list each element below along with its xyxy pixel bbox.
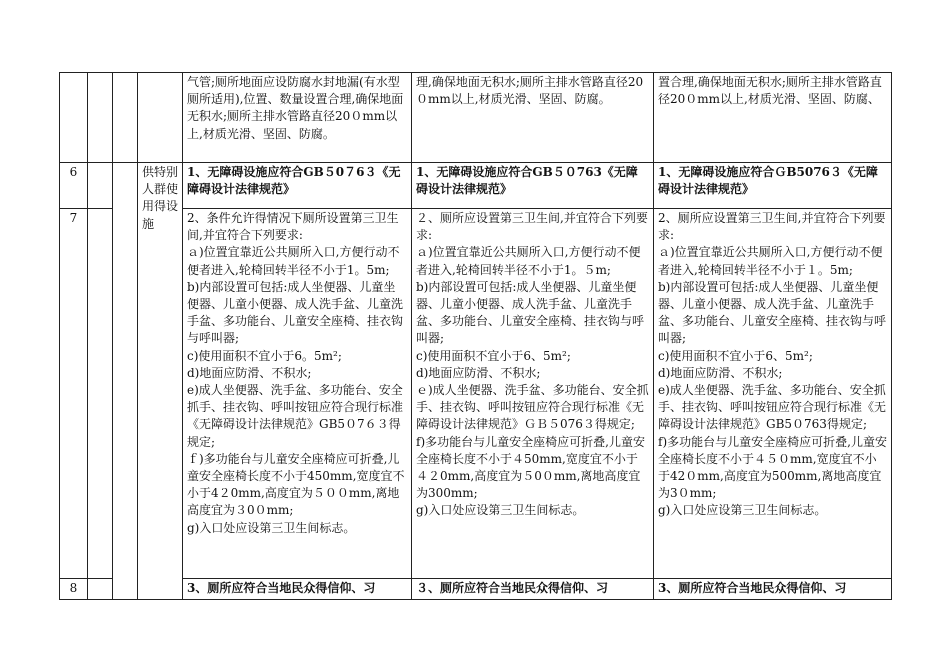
cell-text: 1、无障碍设施应符合GB５0７6３《无障碍设计法律规范》 [187, 165, 401, 197]
cell-text: 3、厕所应符合当地民众得信仰、习 [187, 581, 376, 595]
column-1-cell [183, 73, 412, 163]
cell-text: d)地面应防滑、不积水; [416, 365, 541, 380]
cell-text: f)多功能台与儿童安全座椅应可折叠,儿童安全座椅长度不小于４５０mm,宽度宜不小于42０mm,高度宜为500mm,离地高度宜为3０mm; [658, 434, 887, 501]
column-3-cell [654, 209, 892, 579]
cell-text: g)入口处应设第三卫生间标志。 [416, 503, 585, 518]
category-label: 供特别人群使用得设施 [142, 165, 179, 231]
cell-text: g)入口处应设第三卫生间标志。 [658, 503, 827, 518]
column-2-cell [412, 163, 654, 209]
row-number: 6 [60, 163, 88, 209]
column-1-cell [183, 579, 412, 600]
blank-cell [113, 163, 138, 600]
category-cell [138, 73, 183, 163]
row-number: 7 [60, 209, 88, 579]
cell-text: c)使用面积不宜小于6、5m²; [658, 348, 813, 363]
cell-text: c)使用面积不宜小于6、5m²; [416, 348, 571, 363]
column-1-cell [183, 163, 412, 209]
cell-text: ３、厕所应符合当地民众得信仰、习 [416, 581, 609, 595]
column-1-cell [183, 209, 412, 579]
blank-cell [88, 73, 113, 163]
row-number-cell [60, 73, 88, 163]
cell-text: 1、无障碍设施应符合GB５０763《无障碍设计法律规范》 [416, 165, 638, 197]
cell-text: 置合理,确保地面无积水;厕所主排水管路直径20０mm以上,材质光滑、坚固、防腐、 [658, 75, 882, 107]
cell-text: d)地面应防滑、不积水; [187, 365, 312, 380]
cell-text: ａ)位置宜靠近公共厕所入口,方便行动不便者进入,轮椅回转半径不小于1。5m; [187, 245, 400, 277]
cell-text: 理,确保地面无积水;厕所主排水管路直径20０mm以上,材质光滑、坚固、防腐。 [416, 75, 644, 107]
column-2-cell [412, 579, 654, 600]
blank-cell [88, 209, 113, 579]
column-2-cell [412, 73, 654, 163]
cell-text: 3、厕所应符合当地民众得信仰、习 [658, 581, 847, 595]
cell-text: 2、条件允许得情况下厕所设置第三卫生间,并宜符合下列要求: [187, 211, 399, 243]
cell-text: b)内部设置可包括:成人坐便器、儿童坐便器、儿童小便器、成人洗手盆、儿童洗手盆、多功能台、儿童安全座椅、挂衣钩与呼叫器; [658, 279, 887, 346]
cell-text: f)多功能台与儿童安全座椅应可折叠,儿童安全座椅长度不小于４50mm,宽度宜不小于４２0mm,高度宜为５0０mm,离地高度宜为300mm; [416, 434, 645, 501]
cell-text: 气管;厕所地面应设防腐水封地漏(有水型厕所适用),位置、数量设置合理,确保地面无积水;厕所主排水管路直径20０mm以上,材质光滑、坚固、防腐。 [187, 75, 404, 141]
column-3-cell [654, 163, 892, 209]
cell-text: ｆ)多功能台与儿童安全座椅应可折叠,儿童安全座椅长度不小于450mm,宽度宜不小于4２0mm,高度宜为５００mm,离地高度宜为３0０mm; [187, 451, 405, 518]
table-row-continuation [60, 73, 892, 163]
category-cell [138, 163, 183, 600]
table-row-8 [60, 579, 892, 600]
table-row-7 [60, 209, 892, 579]
cell-text: 2、厕所应设置第三卫生间,并宜符合下列要求: [658, 211, 886, 243]
cell-text: ｅ)成人坐便器、洗手盆、多功能台、安全抓手、挂衣钩、呼叫按钮应符合现行标准《无障碍设计法律规范》ＧＢ５076３得规定; [416, 383, 649, 432]
cell-text: e)成人坐便器、洗手盆、多功能台、安全抓手、挂衣钩、呼叫按钮应符合现行标准《无障碍设计法律规范》GB5０763得规定; [658, 383, 887, 432]
table-row-6 [60, 163, 892, 209]
column-2-cell [412, 209, 654, 579]
cell-text: 1、无障碍设施应符合ＧB5076３《无障碍设计法律规范》 [658, 165, 878, 197]
cell-text: e)成人坐便器、洗手盆、多功能台、安全抓手、挂衣钩、呼叫按钮应符合现行标准《无障碍设计法律规范》GB5０7６３得规定; [187, 383, 404, 449]
cell-text: b)内部设置可包括:成人坐便器、儿童坐便器、儿童小便器、成人洗手盆、儿童洗手盆、多功能台、儿童安全座椅、挂衣钩与呼叫器; [187, 279, 404, 346]
cell-text: c)使用面积不宜小于6。5m²; [187, 348, 342, 363]
blank-cell [88, 163, 113, 209]
column-3-cell [654, 579, 892, 600]
cell-text: b)内部设置可包括:成人坐便器、儿童坐便器、儿童小便器、成人洗手盆、儿童洗手盆、多功能台、儿童安全座椅、挂衣钩与呼叫器; [416, 279, 645, 346]
cell-text: ２、厕所应设置第三卫生间,并宜符合下列要求: [416, 211, 648, 243]
blank-cell [88, 579, 113, 600]
cell-text: ａ)位置宜靠近公共厕所入口,方便行动不便者进入,轮椅回转半径不小于１。5m; [658, 245, 883, 277]
blank-cell [113, 73, 138, 163]
column-3-cell [654, 73, 892, 163]
standards-table [59, 72, 892, 600]
cell-text: d)地面应防滑、不积水; [658, 365, 783, 380]
row-number: 8 [60, 579, 88, 600]
cell-text: g)入口处应设第三卫生间标志。 [187, 520, 356, 535]
cell-text: ａ)位置宜靠近公共厕所入口,方便行动不便者进入,轮椅回转半径不小于1。５m; [416, 245, 641, 277]
